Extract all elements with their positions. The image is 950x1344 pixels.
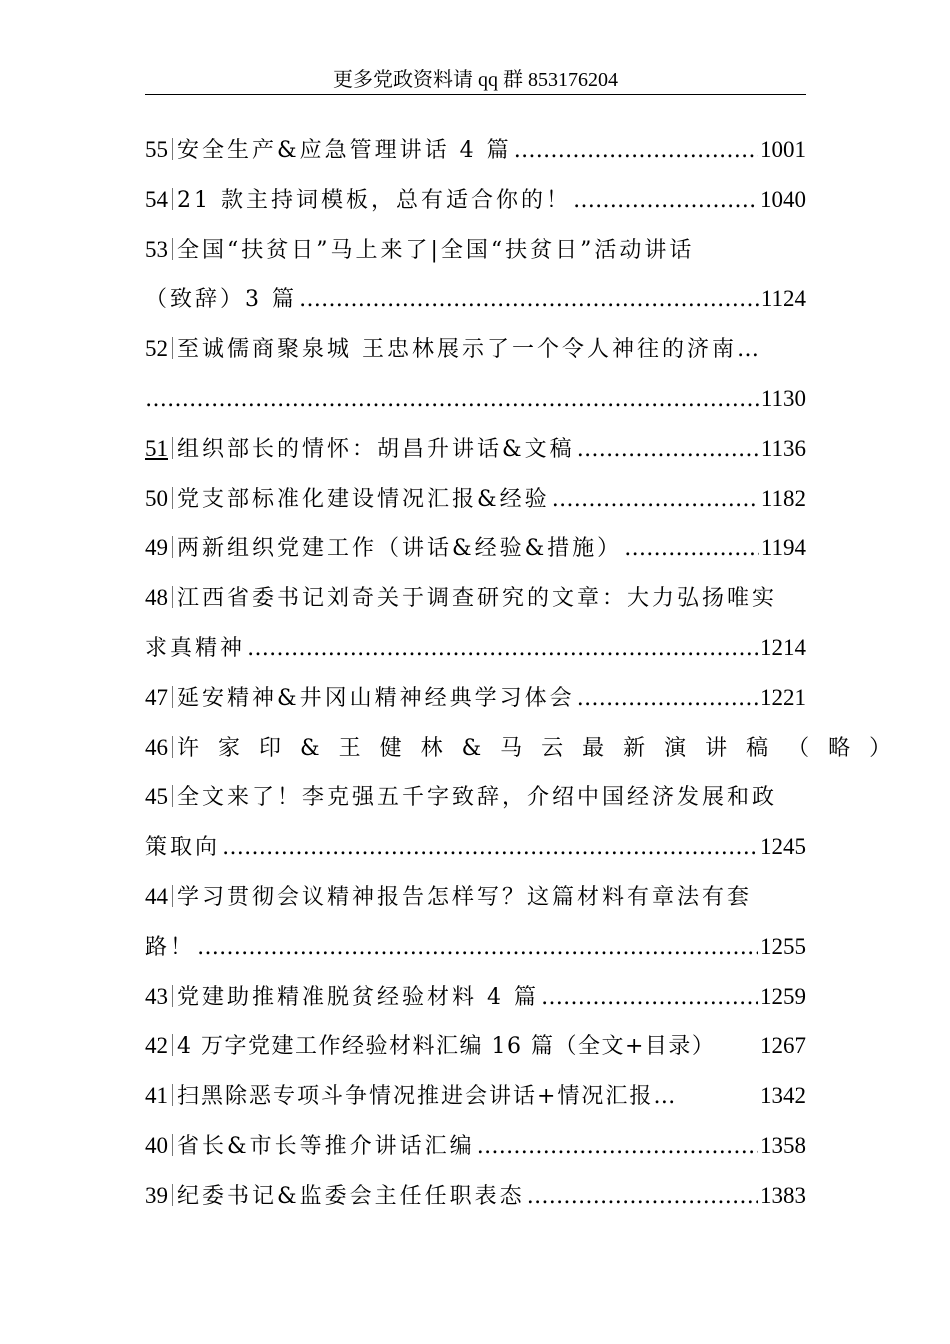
separator [172, 536, 173, 558]
toc-entry-title: 46 许家印&王健林&马云最新演讲稿（略） [145, 734, 911, 761]
entry-number: 43 [145, 983, 168, 1009]
page-number: 1358 [760, 1132, 806, 1158]
toc-entry[interactable] [145, 125, 806, 175]
page-number: 1259 [760, 983, 806, 1009]
toc-entry-title: 43 党建助推精准脱贫经验材料 4 篇 [145, 983, 539, 1010]
toc-entry-title: 54 21 款主持词模板，总有适合你的！ [145, 186, 571, 213]
toc-entry[interactable] [145, 175, 806, 225]
page-number: 1342 [760, 1083, 806, 1109]
entry-number: 48 [145, 585, 168, 611]
toc-entry-title-cont: 策取向 [145, 835, 221, 861]
separator [172, 138, 173, 160]
toc-entry[interactable] [145, 523, 806, 573]
toc-entry[interactable] [145, 225, 806, 275]
leader-dots [145, 375, 759, 425]
entry-number: 42 [145, 1033, 168, 1059]
toc-entry[interactable] [145, 723, 911, 773]
page-number: 1136 [760, 435, 806, 461]
toc-entry[interactable] [145, 872, 806, 922]
toc-entry-title: 51 组织部长的情怀：胡昌升讲话&文稿 [145, 435, 575, 462]
entry-number: 55 [145, 137, 168, 162]
leader-dots [514, 126, 758, 176]
separator [172, 686, 173, 708]
leader-dots [541, 973, 758, 1023]
toc-entry-title: 41 扫黑除恶专项斗争情况推进会讲话+情况汇报… [145, 1083, 678, 1110]
leader-dots [552, 475, 759, 525]
separator [172, 586, 173, 608]
toc-entry-continuation[interactable] [145, 274, 806, 324]
entry-number: 46 [145, 734, 168, 760]
page-number: 1001 [760, 137, 806, 162]
entry-number: 47 [145, 684, 168, 710]
toc-entry-title: 45 全文来了！李克强五千字致辞，介绍中国经济发展和政 [145, 784, 778, 811]
separator [172, 238, 173, 260]
toc-entry[interactable] [145, 1171, 806, 1221]
page-number: 1130 [760, 385, 806, 411]
page-number: 1245 [760, 834, 806, 860]
toc-entry-title: 40 省长&市长等推介讲话汇编 [145, 1132, 475, 1159]
separator [172, 487, 173, 509]
leader-dots [247, 624, 758, 674]
page-number: 1221 [760, 684, 806, 710]
toc-entry-title: 52 至诚儒商聚泉城 王忠林展示了一个令人神往的济南… [145, 336, 762, 363]
separator [172, 188, 173, 210]
entry-number: 51 [145, 435, 168, 461]
page-header: 更多党政资料请 qq 群 853176204 [145, 66, 806, 95]
leader-dots [624, 524, 759, 574]
leader-dots [577, 425, 759, 475]
page-number: 1267 [760, 1033, 806, 1059]
leader-dots [577, 674, 758, 724]
toc-entry-continuation[interactable] [145, 922, 806, 972]
entry-number: 45 [145, 784, 168, 810]
toc-entry[interactable] [145, 424, 806, 474]
entry-number: 53 [145, 236, 168, 262]
toc-entry[interactable] [145, 1121, 806, 1171]
toc-entry-title: 48 江西省委书记刘奇关于调查研究的文章：大力弘扬唯实 [145, 585, 778, 612]
separator [172, 337, 173, 359]
toc-entry[interactable] [145, 573, 806, 623]
toc-entry[interactable] [145, 474, 806, 524]
toc-entry-continuation[interactable] [145, 374, 806, 424]
entry-number: 44 [145, 883, 168, 909]
entry-number: 50 [145, 485, 168, 511]
entry-number: 52 [145, 336, 168, 362]
leader-dots [527, 1172, 758, 1222]
separator [172, 785, 173, 807]
leader-dots [222, 823, 758, 873]
toc-entry-title: 55 安全生产&应急管理讲话 4 篇 [145, 137, 512, 163]
entry-number: 41 [145, 1083, 168, 1109]
entry-number: 40 [145, 1132, 168, 1158]
page-number: 1255 [760, 933, 806, 959]
toc-entry-title: 42 4 万字党建工作经验材料汇编 16 篇（全文+目录） [145, 1033, 716, 1060]
toc-entry-title: 49 两新组织党建工作（讲话&经验&措施） [145, 535, 623, 562]
entry-number: 39 [145, 1182, 168, 1208]
leader-dots [197, 923, 758, 973]
toc-entry-title: 39 纪委书记&监委会主任任职表态 [145, 1182, 525, 1209]
separator [172, 1084, 173, 1106]
leader-dots [299, 275, 759, 325]
toc-entry[interactable] [145, 972, 806, 1022]
toc-entry[interactable] [145, 324, 806, 374]
page-number: 1182 [760, 485, 806, 511]
separator [172, 885, 173, 907]
toc-entry[interactable] [145, 673, 806, 723]
toc-entry-title: 47 延安精神&井冈山精神经典学习体会 [145, 684, 575, 711]
separator [172, 736, 173, 758]
toc-entry-title: 44 学习贯彻会议精神报告怎样写？这篇材料有章法有套 [145, 883, 753, 910]
entry-number: 54 [145, 186, 168, 212]
separator [172, 1034, 173, 1056]
toc-entry-title-cont: 求真精神 [145, 635, 246, 661]
toc-entry-title: 50 党支部标准化建设情况汇报&经验 [145, 485, 550, 512]
toc-entry[interactable] [145, 1071, 806, 1121]
separator [172, 1134, 173, 1156]
toc-entry-title: 53 全国“扶贫日”马上来了|全国“扶贫日”活动讲话 [145, 236, 695, 263]
separator [172, 1184, 173, 1206]
toc-entry-continuation[interactable] [145, 623, 806, 673]
page-number: 1194 [760, 535, 806, 561]
toc-entry[interactable] [145, 772, 806, 822]
page-number: 1214 [760, 634, 806, 660]
toc-entry-continuation[interactable] [145, 822, 806, 872]
page-number: 1040 [760, 186, 806, 212]
separator [172, 985, 173, 1007]
leader-dots [573, 176, 758, 226]
toc-entry-title-cont: 路！ [145, 934, 196, 960]
leader-dots [477, 1122, 758, 1172]
table-of-contents [145, 125, 911, 1221]
separator [172, 437, 173, 459]
page-number: 1383 [760, 1182, 806, 1208]
page-number: 1124 [760, 286, 806, 312]
entry-number: 49 [145, 535, 168, 561]
toc-entry[interactable] [145, 1021, 806, 1071]
toc-entry-title-cont: （致辞）3 篇 [145, 287, 297, 313]
